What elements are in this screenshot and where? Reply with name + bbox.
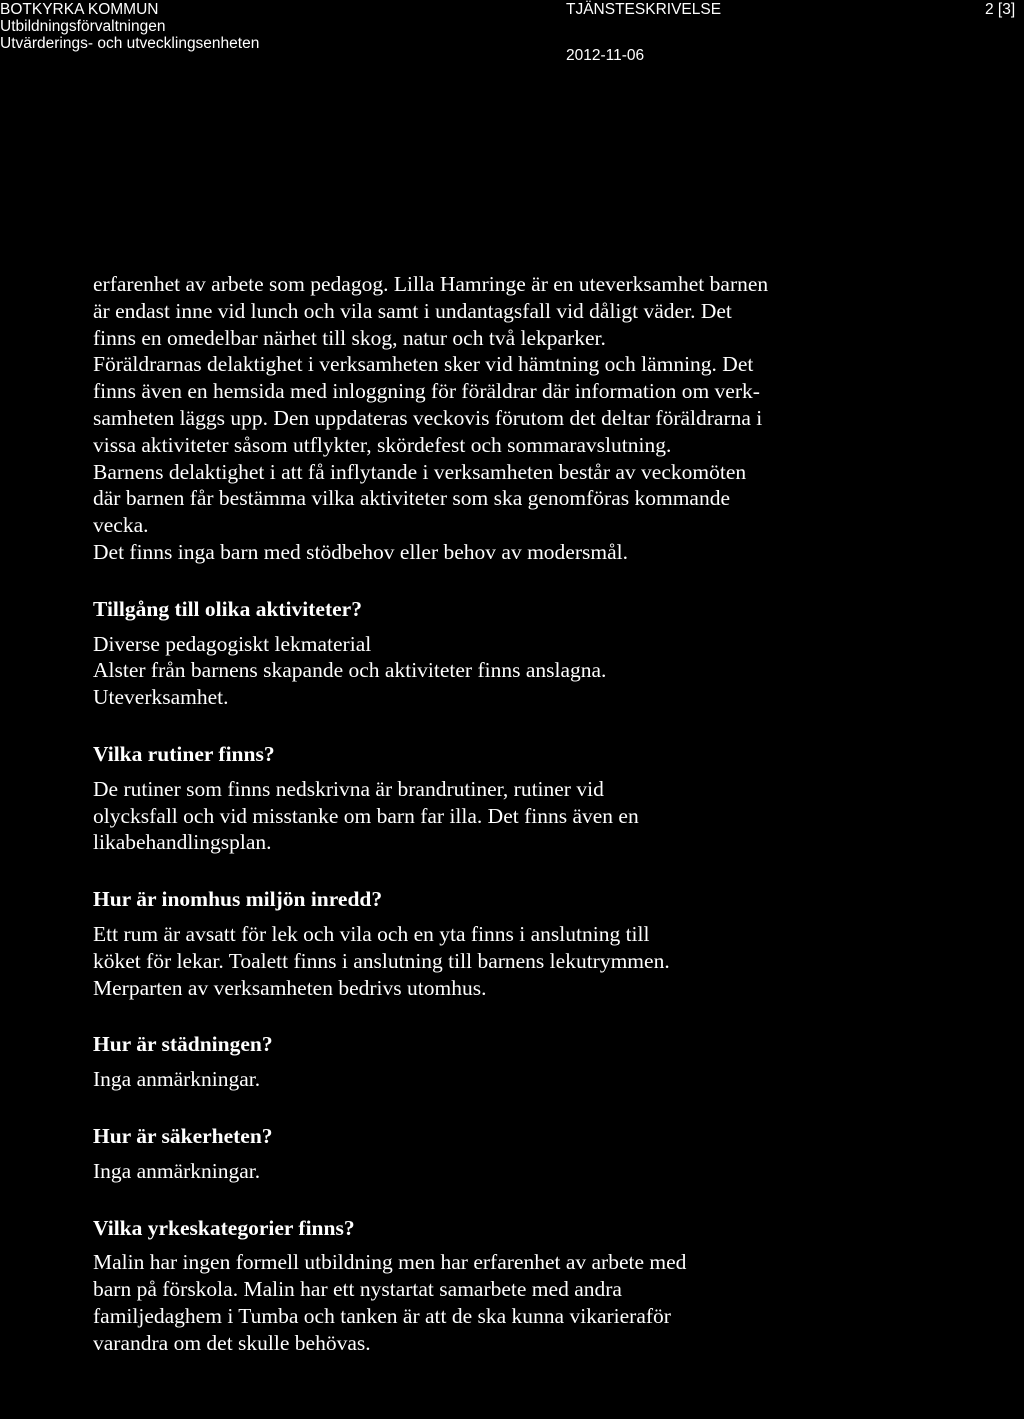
document-body <box>93 271 913 1357</box>
body-line: Det finns inga barn med stödbehov eller behov av modersmål. <box>93 539 628 564</box>
document-type: TJÄNSTESKRIVELSE <box>566 1 722 18</box>
section-heading: Vilka yrkeskategorier finns? <box>93 1215 355 1240</box>
body-line: vecka. <box>93 513 149 538</box>
body-line: är endast inne vid lunch och vila samt i undantagsfall vid dåligt väder. Det <box>93 298 732 323</box>
department-name: Utbildningsförvaltningen <box>0 18 166 35</box>
section-line: De rutiner som finns nedskrivna är brandrutiner, rutiner vid <box>93 776 604 801</box>
section-line: likabehandlingsplan. <box>93 830 272 855</box>
section-line: olycksfall och vid misstanke om barn far illa. Det finns även en <box>93 803 639 828</box>
section <box>93 1031 913 1093</box>
body-line: vissa aktiviteter såsom utflykter, skördefest och sommaravslutning. <box>93 432 672 457</box>
organization-name: BOTKYRKA KOMMUN <box>0 1 159 18</box>
section <box>93 1123 913 1185</box>
section-heading: Hur är säkerheten? <box>93 1123 273 1148</box>
section <box>93 741 913 856</box>
section-line: Diverse pedagogiskt lekmaterial <box>93 631 372 656</box>
section-heading: Hur är inomhus miljön inredd? <box>93 887 383 912</box>
section <box>93 596 913 711</box>
section <box>93 886 913 1001</box>
section-line: Ett rum är avsatt för lek och vila och en yta finns i anslutning till <box>93 921 650 946</box>
letterhead-organization <box>0 1 259 52</box>
section-heading: Vilka rutiner finns? <box>93 741 275 766</box>
body-line: Barnens delaktighet i att få inflytande i verksamheten består av veckomöten <box>93 459 747 484</box>
section-line: barn på förskola. Malin har ett nystartat samarbete med andra <box>93 1277 622 1302</box>
body-line: där barnen får bestämma vilka aktiviteter som ska genomföras kommande <box>93 486 731 511</box>
intro-paragraph <box>93 271 913 566</box>
body-line: erfarenhet av arbete som pedagog. Lilla Hamringe är en uteverksamhet barnen <box>93 272 769 296</box>
body-line: samheten läggs upp. Den uppdateras veckovis förutom det deltar föräldrarna i <box>93 405 763 430</box>
question-sections <box>93 596 913 1357</box>
unit-name: Utvärderings- och utvecklingsenheten <box>0 35 260 52</box>
section-heading: Tillgång till olika aktiviteter? <box>93 596 362 621</box>
section-line: köket för lekar. Toalett finns i anslutning till barnens lekutrymmen. <box>93 948 670 973</box>
section-line: Uteverksamhet. <box>93 685 229 710</box>
section-line: Malin har ingen formell utbildning men har erfarenhet av arbete med <box>93 1250 687 1275</box>
document-date: 2012-11-06 <box>566 47 645 64</box>
section <box>93 1215 913 1357</box>
body-line: finns en omedelbar närhet till skog, natur och två lekparker. <box>93 325 606 350</box>
section-line: varandra om det skulle behövas. <box>93 1330 371 1355</box>
section-line: Inga anmärkningar. <box>93 1067 261 1092</box>
section-line: familjedaghem i Tumba och tanken är att de ska kunna vikarieraför <box>93 1303 671 1328</box>
body-line: finns även en hemsida med inloggning för föräldrar där information om verk- <box>93 379 760 404</box>
section-line: Inga anmärkningar. <box>93 1158 261 1183</box>
section-line: Merparten av verksamheten bedrivs utomhus. <box>93 975 487 1000</box>
page-number: 2 [3] <box>985 1 1016 18</box>
section-heading: Hur är städningen? <box>93 1032 273 1057</box>
section-line: Alster från barnens skapande och aktiviteter finns anslagna. <box>93 658 607 683</box>
body-line: Föräldrarnas delaktighet i verksamheten sker vid hämtning och lämning. Det <box>93 352 754 377</box>
